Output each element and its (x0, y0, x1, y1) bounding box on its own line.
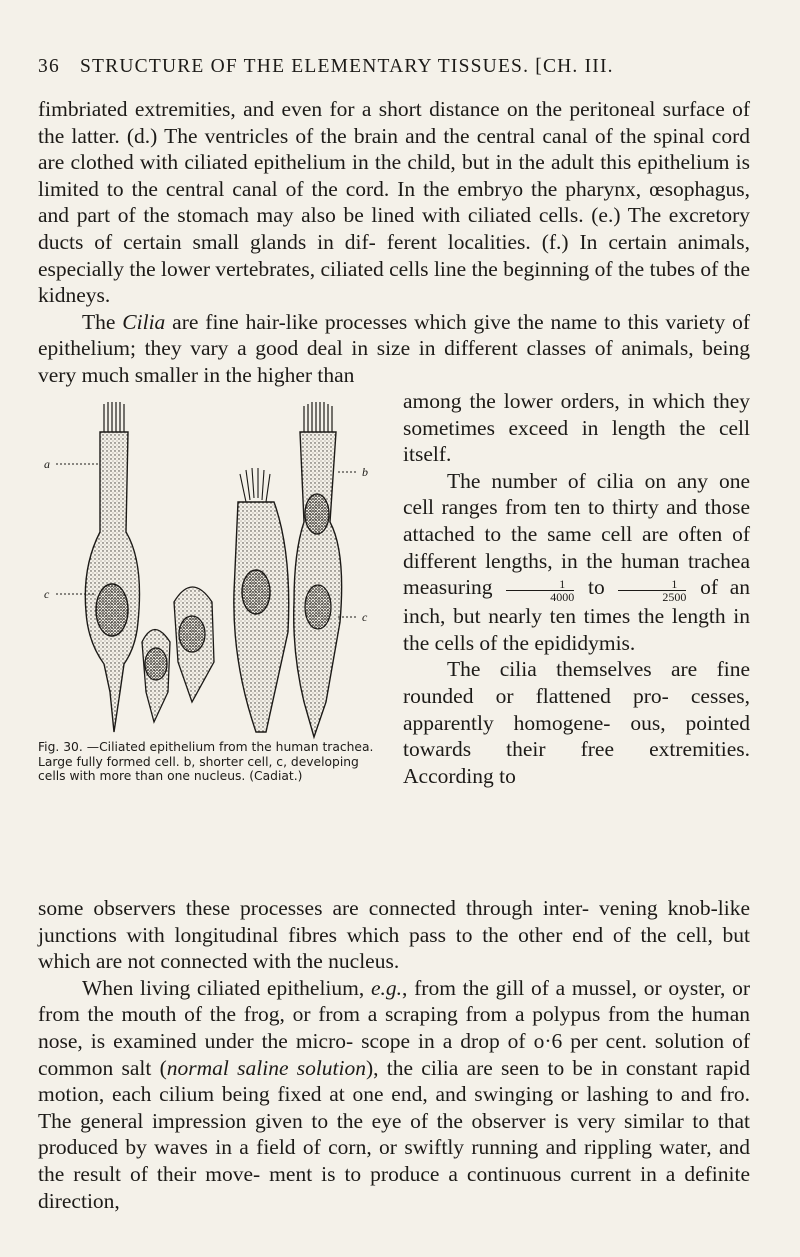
fraction-1-2500: $\frac{1}{2500}$ (618, 578, 686, 603)
paragraph-2-continued: among the lower orders, in which they sometimes exceed in length the cell itself. (403, 389, 751, 467)
running-title: STRUCTURE OF THE ELEMENTARY TISSUES. (79, 56, 530, 77)
paragraph-2-intro: The Cilia are fine hair-like processes which give the name to this variety of epithelium; they vary a good deal in size in different classes of animals, being very much smaller in the higher than (38, 309, 750, 387)
ciliated-epithelium-illustration (42, 402, 394, 740)
figure-letter-a: a (44, 457, 50, 471)
paragraph-4-column: The cilia themselves are fine rounded or flattened pro- cesses, apparently homogene- ous, pointed towards their free extremities. According to (403, 657, 751, 788)
page-number: 36 (38, 56, 60, 77)
figure-letter-c-left: c (44, 587, 50, 601)
fraction-1-4000: $\frac{1}{4000}$ (506, 578, 574, 603)
text-block-top (38, 96, 750, 389)
figure-letter-c-right: c (362, 610, 368, 624)
figure-label: Fig. 30. (38, 740, 83, 754)
figure-ciliated-epithelium (42, 402, 394, 740)
figure-caption (38, 740, 390, 784)
term-saline-solution: saline solution (237, 1055, 367, 1080)
paragraph-3: The number of cilia on any one cell ranges from ten to thirty and those attached to the same cell are often of different lengths, in the human trachea measuring $\frac{1}{4000}$ to $\frac{1}{2500}$ of an inch, but nearly ten times the length in the cells of the epididymis. (403, 468, 751, 655)
figure-letter-b: b (362, 465, 368, 479)
term-eg: e.g. (370, 975, 403, 1000)
term-cilia: Cilia (122, 309, 166, 334)
figure-caption-text: —Ciliated epithelium from the human trachea. Large fully formed cell. b, shorter cell, c, developing cells with more than one nucleus. (Cadiat.) (38, 740, 374, 784)
paragraph-5: When living ciliated epithelium, e.g., from the gill of a mussel, or oyster, or from the mouth of the frog, or from a scraping from a polypus from the human nose, is examined under the micro- scope in a drop of o·6 per cent. solution of common salt (normal saline solution), the cilia are seen to be in constant rapid motion, each cilium being fixed at one end, and swinging or lashing to and fro. The general impression given to the eye of the observer is very similar to that produced by waves in a field of corn, or swiftly running and rippling water, and the result of their move- ment is to produce a continuous current in a definite direction, (38, 975, 751, 1213)
text-column-right (403, 388, 750, 789)
paragraph-4-full: some observers these processes are connected through inter- vening knob-like junctions with longitudinal fibres which pass to the other end of the cell, but which are not connected with the nucleus. (38, 896, 751, 974)
text-block-full-width (38, 895, 750, 1214)
cell-cluster-middle (142, 468, 289, 732)
large-ciliated-cell-left (85, 402, 139, 732)
running-head (38, 56, 748, 78)
chapter-ref: [CH. III. (535, 56, 614, 77)
paragraph-1: fimbriated extremities, and even for a short distance on the peritoneal surface of the latter. (d.) The ventricles of the brain and the central canal of the spinal cord are clothed with ciliated epithelium in the child, but in the adult this epithelium is limited to the central canal of the cord. In the embryo the pharynx, œsophagus, and part of the stomach may also be lined with ciliated cells. (e.) The excretory ducts of certain small glands in dif- ferent localities. (f.) In certain animals, especially the lower vertebrates, ciliated cells line the beginning of the tubes of the kidneys. (38, 97, 751, 308)
term-normal: normal (166, 1055, 229, 1080)
large-ciliated-cell-right (294, 402, 342, 737)
